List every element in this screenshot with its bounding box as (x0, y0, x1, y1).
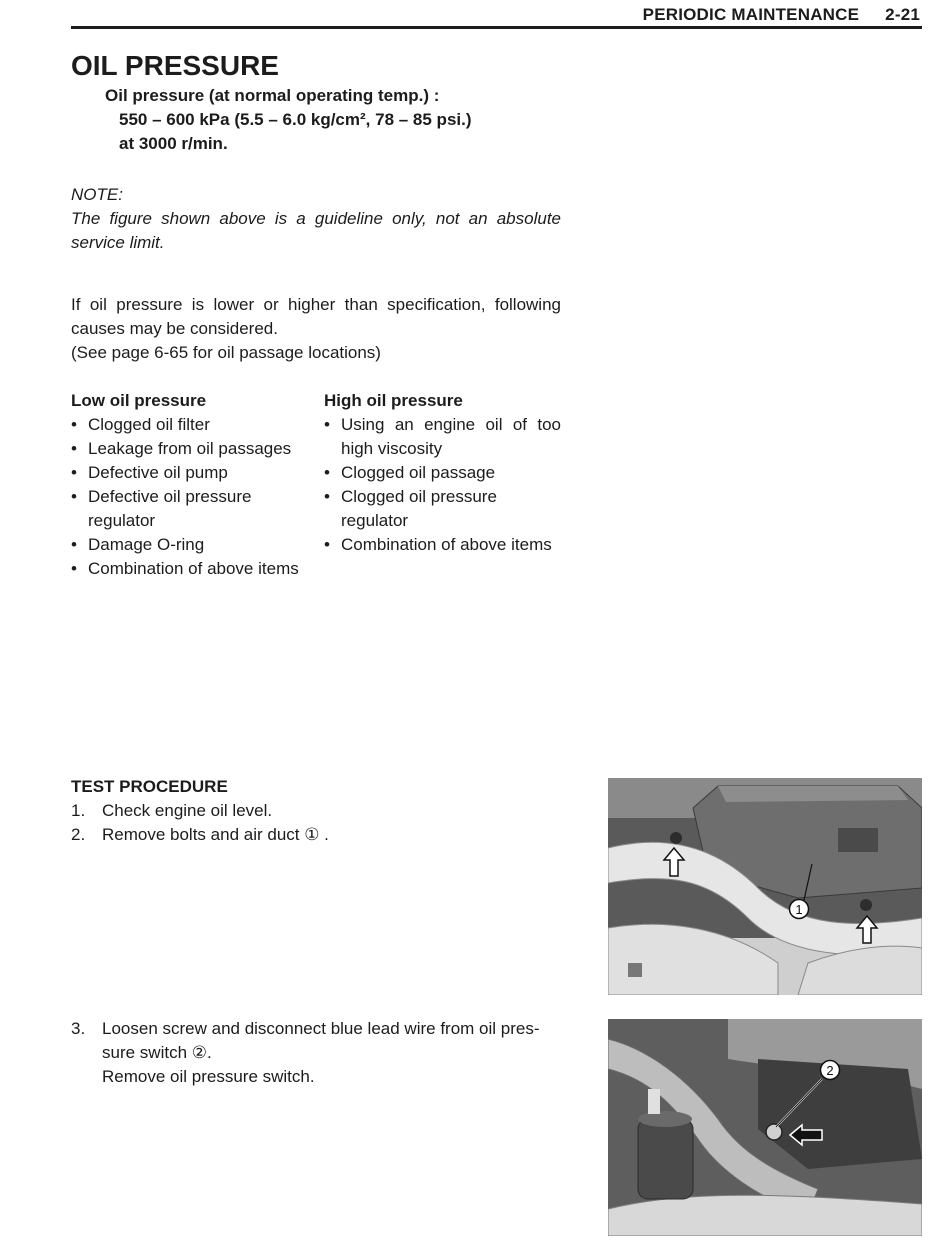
figure-callout: 2 (826, 1063, 834, 1078)
step-text: Remove bolts and air duct ① . (102, 825, 329, 844)
list-item: • Clogged oil pressure regulator (324, 485, 521, 533)
list-item: • Combination of above items (324, 533, 561, 557)
list-item: • Damage O-ring (71, 533, 316, 557)
procedure-step (71, 823, 571, 847)
spec-rpm: at 3000 r/min. (119, 134, 228, 153)
note-line-2: service limit. (71, 233, 165, 252)
list-item: • Using an engine oil of too high viscosity (324, 413, 561, 461)
list-item: • Defective oil pressure regulator (71, 485, 263, 533)
step-text: Loosen screw and disconnect blue lead wire from oil pres- (102, 1019, 540, 1038)
figure-callout: 1 (795, 902, 803, 917)
step-text-sub: Remove oil pressure switch. (102, 1067, 315, 1086)
list-item: • Leakage from oil passages (71, 437, 316, 461)
spec-block (105, 84, 472, 156)
intro-line-3: (See page 6-65 for oil passage locations) (71, 343, 381, 362)
note-line-1: The figure shown above is a guideline only, not an absolute (71, 209, 561, 228)
list-item: • Clogged oil filter (71, 413, 316, 437)
page-number: 2-21 (885, 5, 920, 24)
intro-line-2: causes may be considered. (71, 319, 278, 338)
list-item: • Combination of above items (71, 557, 316, 581)
step-text-cont: sure switch ②. (102, 1043, 212, 1062)
oil-switch-illustration (608, 1019, 922, 1236)
intro-line-1: If oil pressure is lower or higher than specification, following (71, 295, 561, 314)
header-section: PERIODIC MAINTENANCE (642, 5, 860, 24)
intro-paragraph (71, 293, 561, 365)
test-procedure-step-3 (71, 1017, 571, 1089)
procedure-step (71, 799, 571, 823)
running-header (643, 5, 920, 25)
step-number: 1. (71, 801, 86, 820)
page-title: OIL PRESSURE (71, 50, 279, 81)
low-pressure-heading: Low oil pressure (71, 391, 207, 410)
test-procedure (71, 775, 571, 847)
figure-oil-pressure-switch-photo (608, 1019, 922, 1236)
step-number: 3. (71, 1019, 86, 1038)
list-item: • Clogged oil passage (324, 461, 561, 485)
note-block (71, 183, 561, 255)
spec-value: 550 – 600 kPa (5.5 – 6.0 kg/cm², 78 – 85 psi.) (119, 110, 472, 129)
figure-air-duct-photo (608, 778, 922, 995)
step-text: Check engine oil level. (102, 801, 273, 820)
step-number: 2. (71, 825, 86, 844)
list-item: • Defective oil pump (71, 461, 316, 485)
air-duct-illustration (608, 778, 922, 995)
high-pressure-list (324, 413, 561, 557)
low-pressure-list (71, 413, 316, 581)
procedure-heading: TEST PROCEDURE (71, 777, 228, 796)
procedure-step (71, 1017, 571, 1089)
high-pressure-column (324, 389, 561, 557)
high-pressure-heading: High oil pressure (324, 391, 463, 410)
header-rule (71, 26, 922, 29)
spec-label: Oil pressure (at normal operating temp.) : (105, 86, 440, 105)
note-heading: NOTE: (71, 185, 123, 204)
low-pressure-column (71, 389, 316, 581)
